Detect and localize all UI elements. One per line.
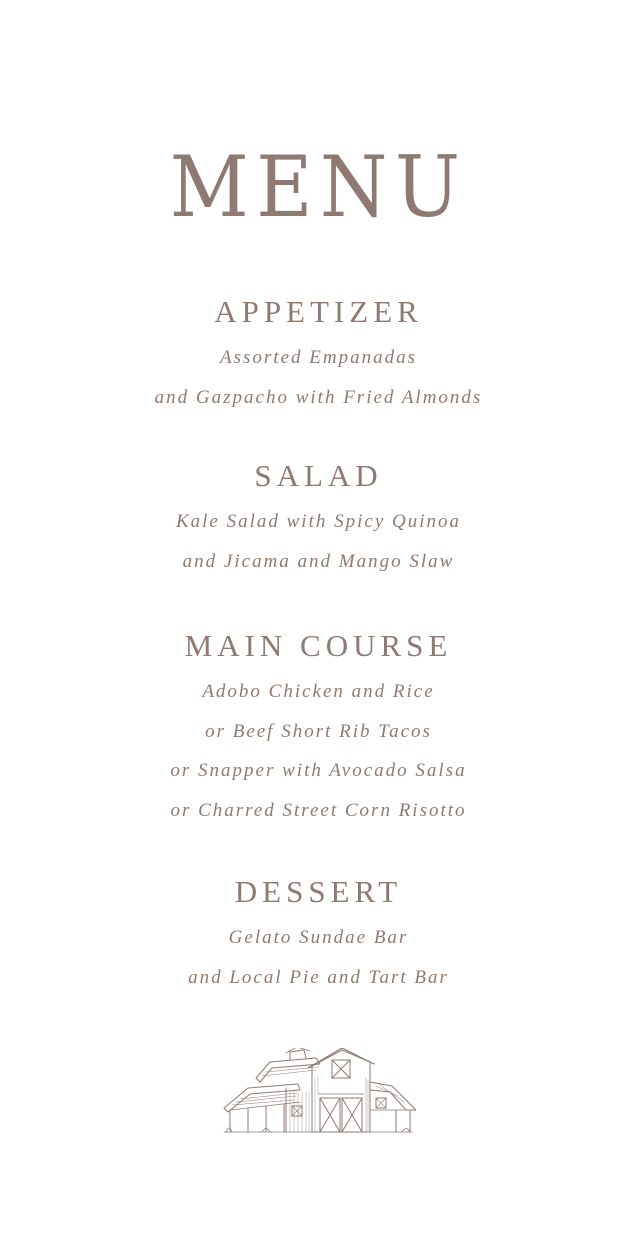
menu-title: MENU [169,138,468,236]
menu-item: or Beef Short Rib Tacos [205,720,432,742]
barn-icon [220,1048,416,1136]
menu-item: and Jicama and Mango Slaw [182,550,455,572]
menu-item: Gelato Sundae Bar [228,927,409,948]
section-dessert [0,872,637,997]
section-heading: SALAD [254,458,383,493]
menu-item: Kale Salad with Spicy Quinoa [175,511,462,532]
menu-item: and Local Pie and Tart Bar [188,966,449,988]
item-list [0,918,637,997]
menu-item: or Charred Street Corn Risotto [170,799,467,821]
section-heading: APPETIZER [214,294,423,329]
section-salad [0,456,637,581]
menu-item: and Gazpacho with Fried Almonds [154,386,483,408]
section-appetizer [0,292,637,417]
menu-item: or Snapper with Avocado Salsa [170,760,467,781]
section-main-course [0,626,637,830]
section-heading: DESSERT [234,874,403,909]
section-heading: MAIN COURSE [184,628,453,663]
menu-item: Assorted Empanadas [220,347,417,368]
item-list [0,338,637,417]
menu-item: Adobo Chicken and Rice [202,681,435,702]
item-list [0,502,637,581]
item-list [0,672,637,830]
